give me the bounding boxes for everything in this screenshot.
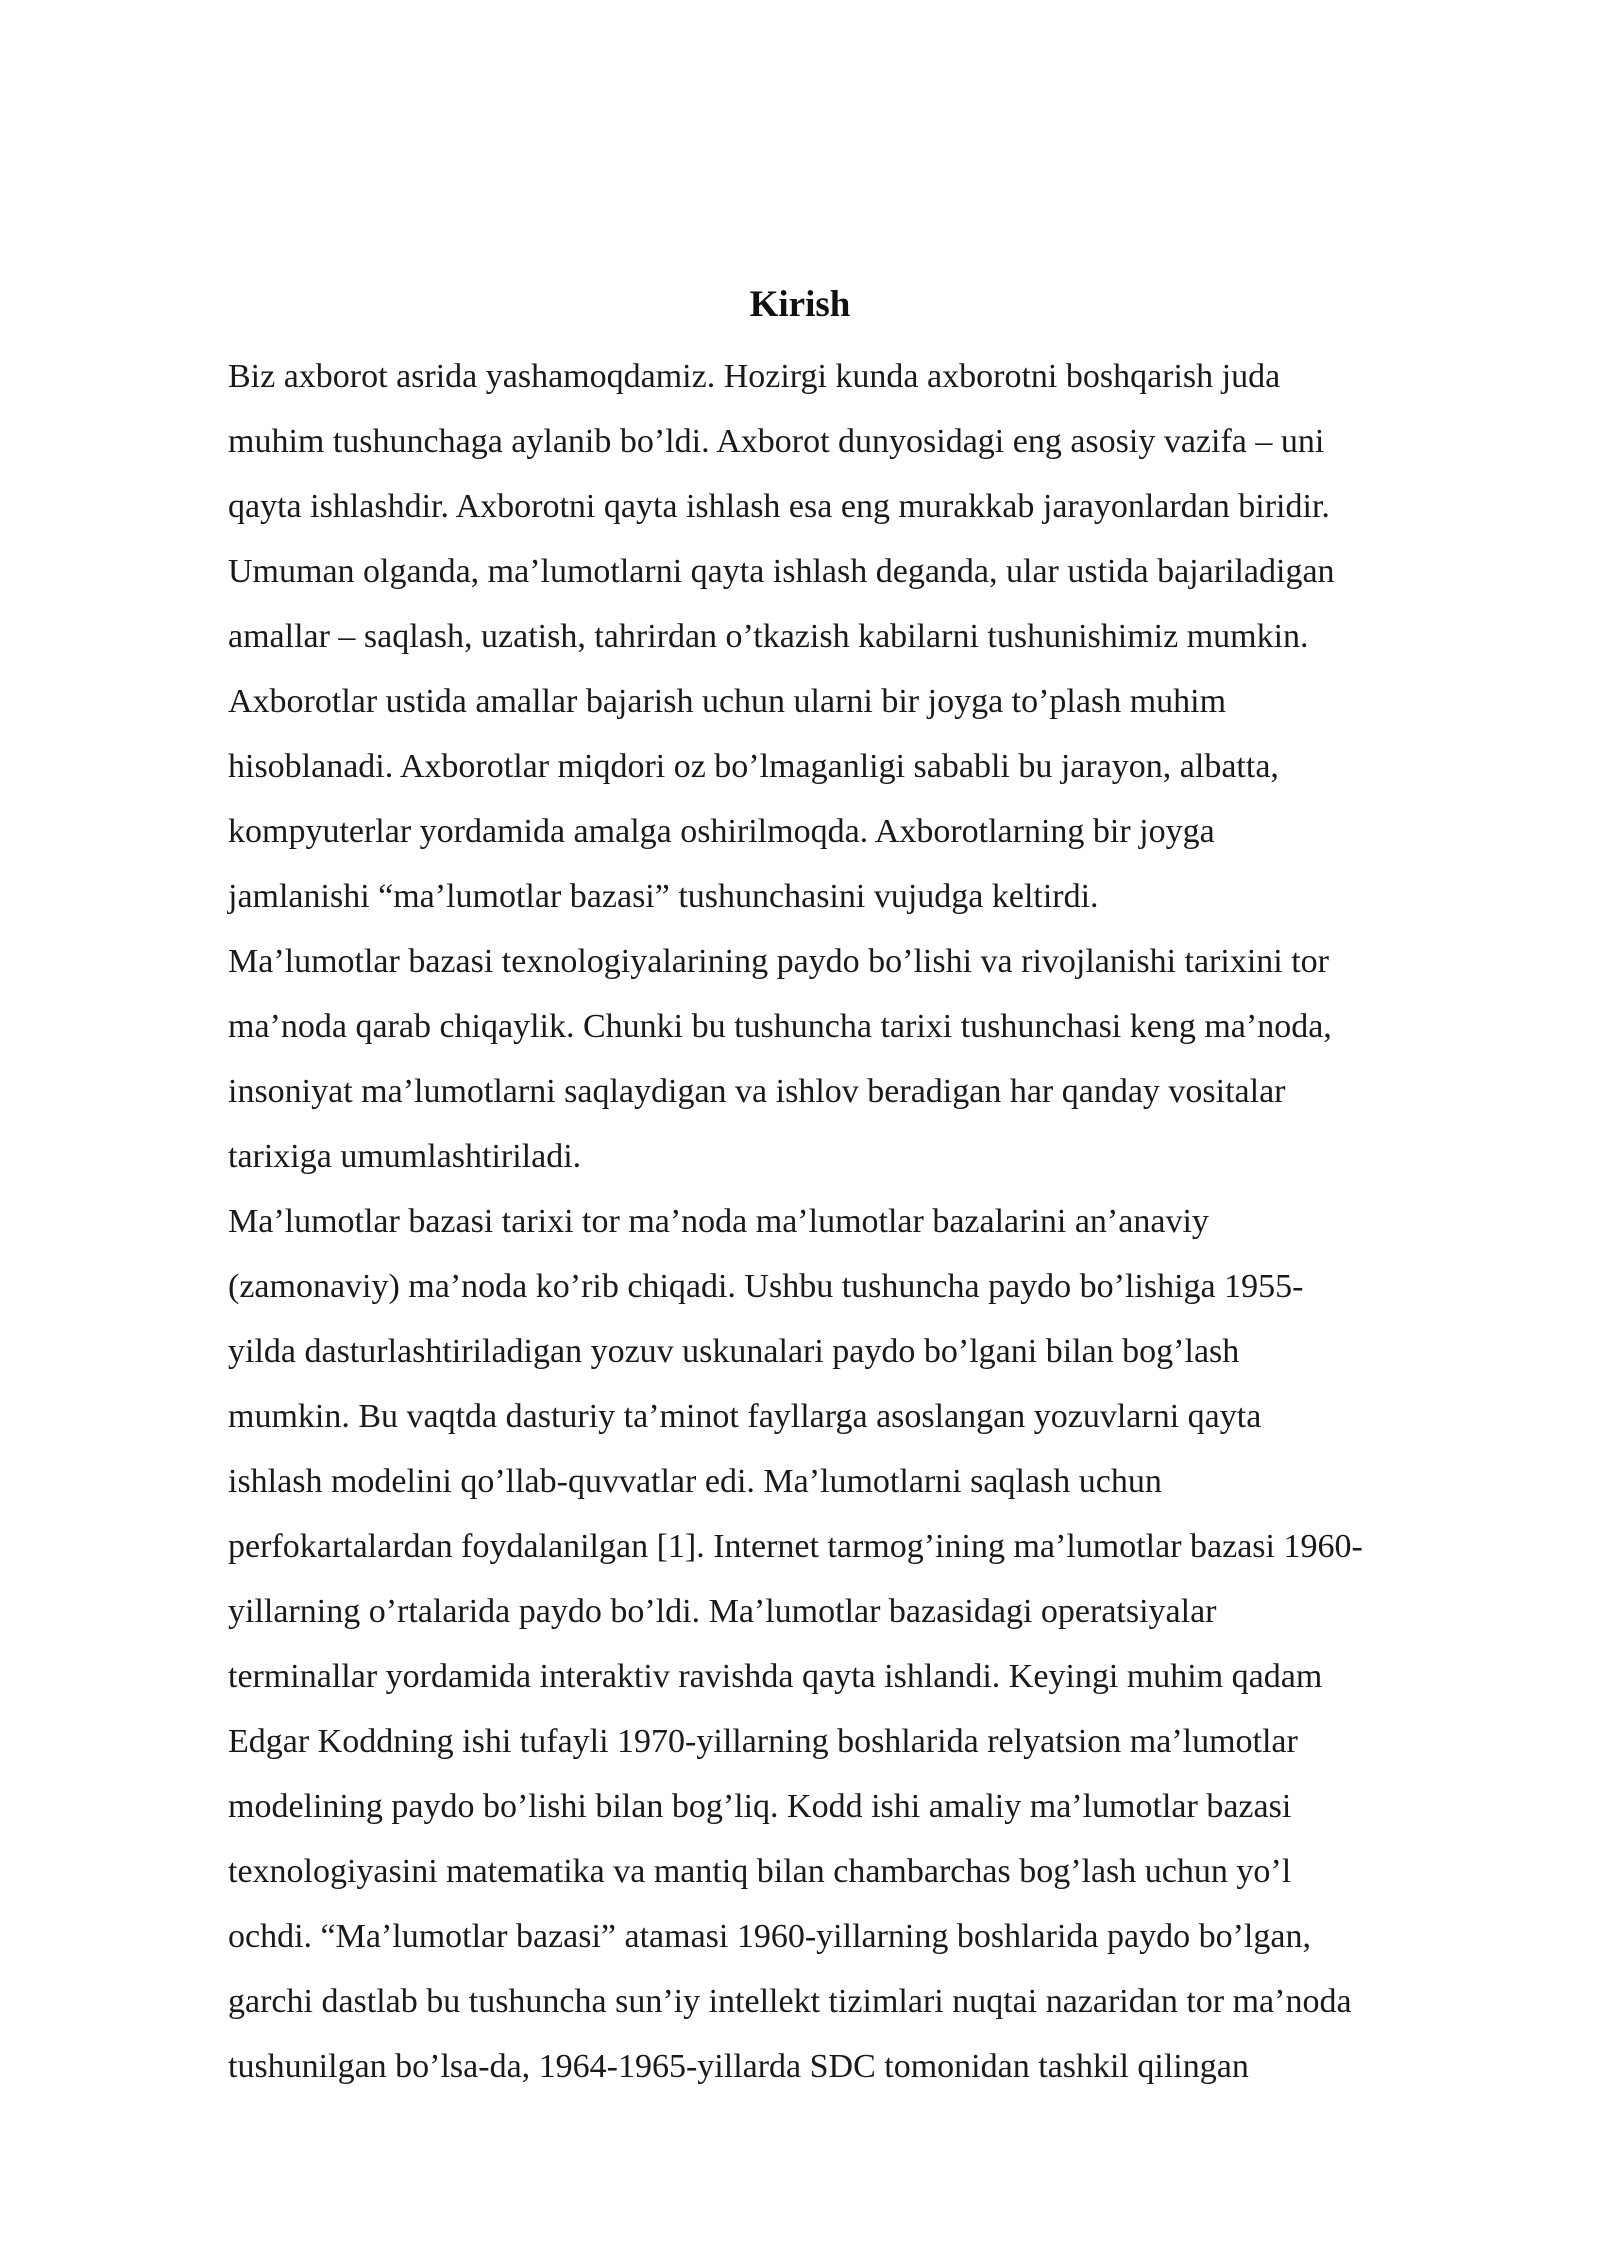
page-title: Kirish xyxy=(749,284,851,325)
text-line: texnologiyasini matematika va mantiq bilan chambarchas bog’lash uchun yo’l xyxy=(228,1853,1292,1890)
text-line: Umuman olganda, ma’lumotlarni qayta ishlash deganda, ular ustida bajariladigan xyxy=(228,553,1335,590)
text-line: terminallar yordamida interaktiv ravishda qayta ishlandi. Keyingi muhim qadam xyxy=(228,1658,1323,1695)
text-line: ochdi. “Ma’lumotlar bazasi” atamasi 1960-yillarning boshlarida paydo bo’lgan, xyxy=(228,1918,1311,1955)
text-line: qayta ishlashdir. Axborotni qayta ishlash esa eng murakkab jarayonlardan biridir. xyxy=(228,488,1330,525)
text-line: jamlanishi “ma’lumotlar bazasi” tushunchasini vujudga keltirdi. xyxy=(228,878,1099,915)
text-line: tushunilgan bo’lsa-da, 1964-1965-yillarda SDC tomonidan tashkil qilingan xyxy=(228,2048,1249,2085)
text-line: Ma’lumotlar bazasi tarixi tor ma’noda ma’lumotlar bazalarini an’anaviy xyxy=(228,1203,1209,1240)
text-line: Biz axborot asrida yashamoqdamiz. Hozirgi kunda axborotni boshqarish juda xyxy=(228,358,1281,395)
text-line: tarixiga umumlashtiriladi. xyxy=(228,1138,582,1175)
text-line: (zamonaviy) ma’noda ko’rib chiqadi. Ushbu tushuncha paydo bo’lishiga 1955- xyxy=(228,1268,1304,1305)
text-line: garchi dastlab bu tushuncha sun’iy intellekt tizimlari nuqtai nazaridan tor ma’noda xyxy=(228,1983,1352,2020)
text-line: Edgar Koddning ishi tufayli 1970-yillarning boshlarida relyatsion ma’lumotlar xyxy=(228,1723,1298,1760)
text-line: ma’noda qarab chiqaylik. Chunki bu tushuncha tarixi tushunchasi keng ma’noda, xyxy=(228,1008,1332,1045)
text-line: yillarning o’rtalarida paydo bo’ldi. Ma’lumotlar bazasidagi operatsiyalar xyxy=(228,1593,1217,1630)
text-line: muhim tushunchaga aylanib bo’ldi. Axborot dunyosidagi eng asosiy vazifa – uni xyxy=(228,423,1325,460)
text-line: yilda dasturlashtiriladigan yozuv uskunalari paydo bo’lgani bilan bog’lash xyxy=(228,1333,1240,1370)
text-line: kompyuterlar yordamida amalga oshirilmoqda. Axborotlarning bir joyga xyxy=(228,813,1215,850)
text-line: ishlash modelini qo’llab-quvvatlar edi. Ma’lumotlarni saqlash uchun xyxy=(228,1463,1162,1500)
body-text xyxy=(228,344,1528,2099)
text-line: mumkin. Bu vaqtda dasturiy ta’minot fayllarga asoslangan yozuvlarni qayta xyxy=(228,1398,1262,1435)
text-line: hisoblanadi. Axborotlar miqdori oz bo’lmaganligi sababli bu jarayon, albatta, xyxy=(228,748,1279,785)
text-line: Ma’lumotlar bazasi texnologiyalarining paydo bo’lishi va rivojlanishi tarixini tor xyxy=(228,943,1329,980)
text-line: amallar – saqlash, uzatish, tahrirdan o’tkazish kabilarni tushunishimiz mumkin. xyxy=(228,618,1309,655)
text-line: modelining paydo bo’lishi bilan bog’liq. Kodd ishi amaliy ma’lumotlar bazasi xyxy=(228,1788,1292,1825)
text-line: insoniyat ma’lumotlarni saqlaydigan va ishlov beradigan har qanday vositalar xyxy=(228,1073,1286,1110)
text-line: perfokartalardan foydalanilgan [1]. Internet tarmog’ining ma’lumotlar bazasi 1960- xyxy=(228,1528,1363,1565)
text-line: Axborotlar ustida amallar bajarish uchun ularni bir joyga to’plash muhim xyxy=(228,683,1227,720)
